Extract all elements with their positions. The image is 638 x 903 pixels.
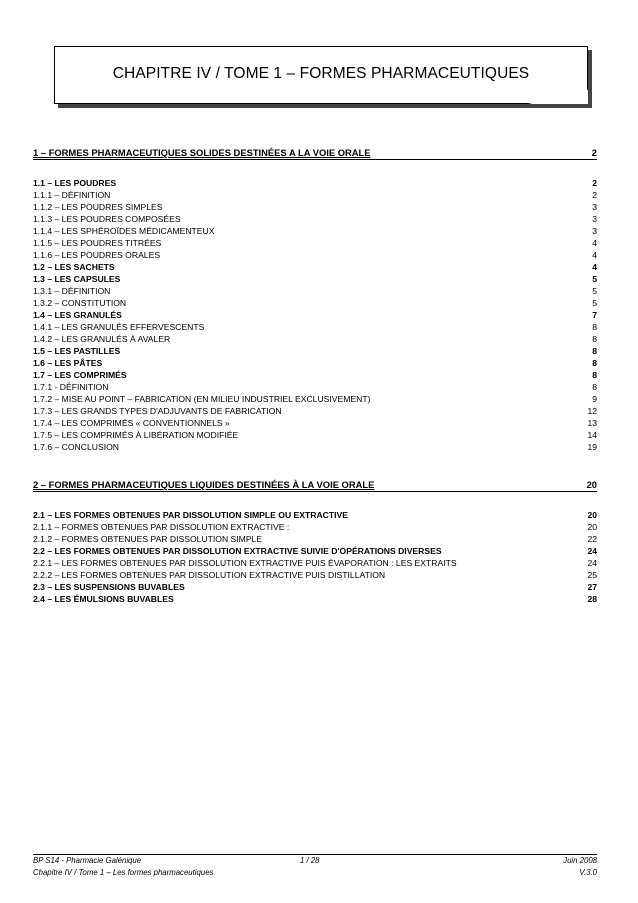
footer-course: BP S14 - Pharmacie Galénique xyxy=(33,856,142,865)
toc-entry[interactable] xyxy=(33,510,597,521)
toc-entry[interactable] xyxy=(33,406,597,417)
toc-entry-label: 1.7.1 - DÉFINITION xyxy=(33,382,109,392)
toc-entry-page: 3 xyxy=(592,214,597,224)
toc-entry-label: 2.1.2 – FORMES OBTENUES PAR DISSOLUTION SIMPLE xyxy=(33,534,263,544)
toc-entry-page: 7 xyxy=(592,310,597,320)
footer-date: Juin 2008 xyxy=(563,856,597,865)
toc-entry-label: 1.7.3 – LES GRANDS TYPES D'ADJUVANTS DE FABRICATION xyxy=(33,406,282,416)
footer-chapter: Chapitre IV / Tome 1 – Les formes pharmaceutiques xyxy=(33,868,214,877)
toc-entry-page: 5 xyxy=(592,298,597,308)
toc-entry-page: 3 xyxy=(592,226,597,236)
toc-entry-label: 1.7 – LES COMPRIMÉS xyxy=(33,370,127,380)
toc-entry[interactable] xyxy=(33,146,597,160)
toc-entry[interactable] xyxy=(33,310,597,321)
toc-entry-page: 4 xyxy=(592,238,597,248)
toc-entry-page: 14 xyxy=(587,430,597,440)
toc-entry-label: 1.1.3 – LES POUDRES COMPOSÉES xyxy=(33,214,181,224)
toc-entry[interactable] xyxy=(33,570,597,581)
toc-entry-page: 3 xyxy=(592,202,597,212)
toc-entry-label: 1.4.2 – LES GRANULÉS À AVALER xyxy=(33,334,171,344)
toc-entry[interactable] xyxy=(33,582,597,593)
toc-entry[interactable] xyxy=(33,358,597,369)
toc-entry[interactable] xyxy=(33,226,597,237)
toc-entry-label: 1.7.6 – CONCLUSION xyxy=(33,442,119,452)
toc-entry-label: 1.4.1 – LES GRANULÉS EFFERVESCENTS xyxy=(33,322,205,332)
toc-entry-label: 1.3.1 – DÉFINITION xyxy=(33,286,111,296)
toc-entry[interactable] xyxy=(33,594,597,605)
toc-entry-page: 2 xyxy=(592,178,597,188)
toc-entry-label: 1.1.2 – LES POUDRES SIMPLES xyxy=(33,202,163,212)
toc-entry[interactable] xyxy=(33,262,597,273)
toc-entry-page: 22 xyxy=(587,534,597,544)
toc-entry-label: 1.6 – LES PÂTES xyxy=(33,358,103,368)
toc-entry-label: 1.7.2 – MISE AU POINT – FABRICATION (EN MILIEU INDUSTRIEL EXCLUSIVEMENT) xyxy=(33,394,371,404)
toc-entry-page: 28 xyxy=(587,594,597,604)
toc-entry[interactable] xyxy=(33,418,597,429)
toc-entry-label: 1 – FORMES PHARMACEUTIQUES SOLIDES DESTINÉES A LA VOIE ORALE xyxy=(33,147,371,158)
toc-entry-label: 1.2 – LES SACHETS xyxy=(33,262,115,272)
toc-entry-page: 24 xyxy=(587,546,597,556)
toc-entry-page: 8 xyxy=(592,358,597,368)
toc-entry[interactable] xyxy=(33,298,597,309)
toc-entry-page: 8 xyxy=(592,382,597,392)
toc-entry[interactable] xyxy=(33,546,597,557)
toc-entry-page: 20 xyxy=(587,522,597,532)
toc-entry-label: 1.1.6 – LES POUDRES ORALES xyxy=(33,250,161,260)
footer-version: V.3.0 xyxy=(579,868,597,877)
toc-entry[interactable] xyxy=(33,346,597,357)
toc-entry-label: 2.3 – LES SUSPENSIONS BUVABLES xyxy=(33,582,185,592)
title-box-fold xyxy=(528,90,588,104)
toc-entry-label: 1.7.5 – LES COMPRIMÉS À LIBÉRATION MODIFIÉE xyxy=(33,430,239,440)
toc-entry-page: 20 xyxy=(586,479,597,490)
toc-entry[interactable] xyxy=(33,238,597,249)
toc-entry[interactable] xyxy=(33,430,597,441)
toc-entry-label: 2.1 – LES FORMES OBTENUES PAR DISSOLUTION SIMPLE OU EXTRACTIVE xyxy=(33,510,348,520)
toc-entry-page: 13 xyxy=(587,418,597,428)
toc-entry[interactable] xyxy=(33,370,597,381)
toc-entry-label: 1.3 – LES CAPSULES xyxy=(33,274,121,284)
toc-entry-label: 2.4 – LES ÉMULSIONS BUVABLES xyxy=(33,594,174,604)
toc-entry[interactable] xyxy=(33,322,597,333)
toc-entry-page: 8 xyxy=(592,346,597,356)
toc-entry[interactable] xyxy=(33,214,597,225)
toc-entry[interactable] xyxy=(33,334,597,345)
toc-entry-label: 1.3.2 – CONSTITUTION xyxy=(33,298,127,308)
toc-entry-page: 2 xyxy=(592,190,597,200)
chapter-title: CHAPITRE IV / TOME 1 – FORMES PHARMACEUTIQUES xyxy=(112,65,530,82)
toc-entry-label: 1.1.5 – LES POUDRES TITRÉES xyxy=(33,238,162,248)
toc-entry[interactable] xyxy=(33,202,597,213)
toc-entry-page: 27 xyxy=(587,582,597,592)
chapter-title-box xyxy=(54,46,588,104)
toc-entry-page: 20 xyxy=(587,510,597,520)
toc-entry-label: 1.7.4 – LES COMPRIMÉS « CONVENTIONNELS » xyxy=(33,418,230,428)
toc-entry-page: 8 xyxy=(592,322,597,332)
toc-entry-label: 2.2.1 – LES FORMES OBTENUES PAR DISSOLUTION EXTRACTIVE PUIS ÉVAPORATION : LES EXTRAITS xyxy=(33,558,457,568)
footer-divider xyxy=(33,854,597,855)
toc-entry-page: 4 xyxy=(592,262,597,272)
toc-entry-page: 5 xyxy=(592,286,597,296)
toc-entry-page: 4 xyxy=(592,250,597,260)
toc-entry[interactable] xyxy=(33,522,597,533)
toc-entry-label: 1.1.4 – LES SPHÉROÏDES MÉDICAMENTEUX xyxy=(33,226,215,236)
toc-entry-page: 9 xyxy=(592,394,597,404)
toc-entry-page: 8 xyxy=(592,334,597,344)
toc-entry[interactable] xyxy=(33,250,597,261)
toc-entry-page: 2 xyxy=(591,147,597,158)
footer-page-number: 1 / 28 xyxy=(300,856,320,865)
toc-entry-page: 25 xyxy=(587,570,597,580)
toc-entry-label: 1.4 – LES GRANULÉS xyxy=(33,310,122,320)
toc-entry[interactable] xyxy=(33,394,597,405)
toc-entry-label: 1.1.1 – DÉFINITION xyxy=(33,190,111,200)
toc-entry[interactable] xyxy=(33,382,597,393)
toc-entry[interactable] xyxy=(33,274,597,285)
toc-entry-label: 2.2.2 – LES FORMES OBTENUES PAR DISSOLUTION EXTRACTIVE PUIS DISTILLATION xyxy=(33,570,386,580)
toc-entry-page: 8 xyxy=(592,370,597,380)
toc-entry[interactable] xyxy=(33,558,597,569)
toc-entry-page: 24 xyxy=(587,558,597,568)
toc-entry-page: 12 xyxy=(587,406,597,416)
toc-entry-label: 2.2 – LES FORMES OBTENUES PAR DISSOLUTION EXTRACTIVE SUIVIE D'OPÉRATIONS DIVERSES xyxy=(33,546,442,556)
toc-entry-label: 1.1 – LES POUDRES xyxy=(33,178,117,188)
toc-entry-label: 2.1.1 – FORMES OBTENUES PAR DISSOLUTION EXTRACTIVE : xyxy=(33,522,290,532)
toc-entry[interactable] xyxy=(33,178,597,189)
toc-entry[interactable] xyxy=(33,286,597,297)
toc-entry[interactable] xyxy=(33,442,597,453)
toc-entry-page: 19 xyxy=(587,442,597,452)
toc-entry[interactable] xyxy=(33,478,597,492)
toc-entry[interactable] xyxy=(33,190,597,201)
toc-entry-label: 1.5 – LES PASTILLES xyxy=(33,346,121,356)
toc-entry[interactable] xyxy=(33,534,597,545)
toc-entry-page: 5 xyxy=(592,274,597,284)
toc-entry-label: 2 – FORMES PHARMACEUTIQUES LIQUIDES DESTINÉES À LA VOIE ORALE xyxy=(33,479,375,490)
